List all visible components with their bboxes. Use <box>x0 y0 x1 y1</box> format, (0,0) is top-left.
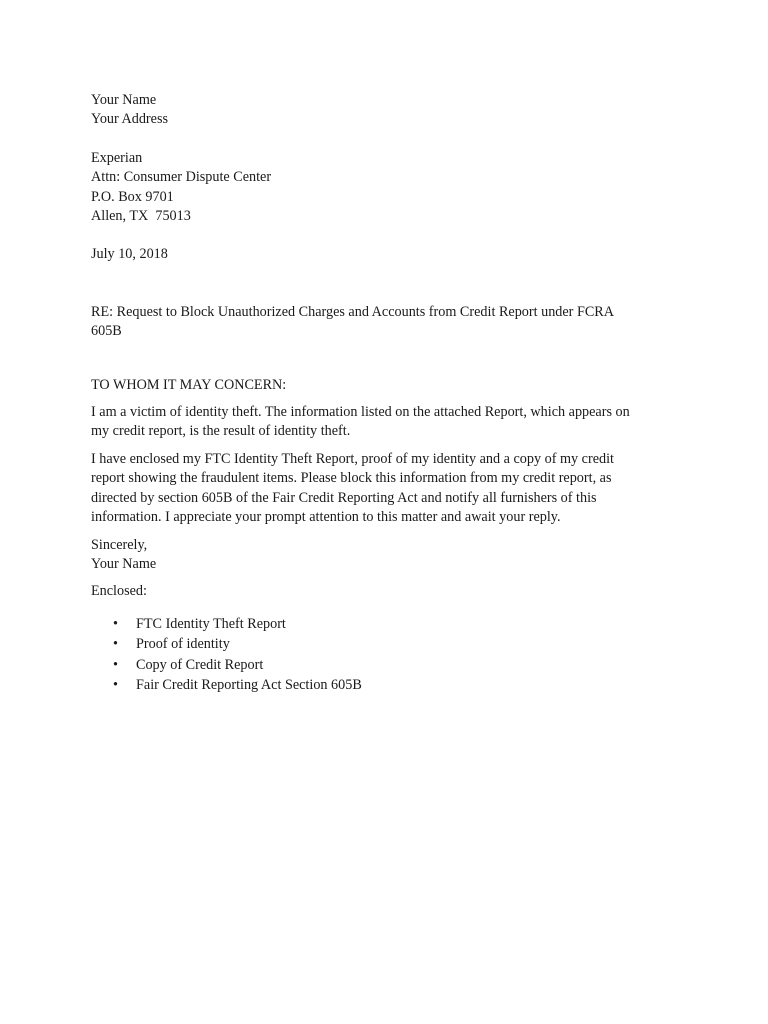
body-paragraph-1 <box>91 403 671 442</box>
enclosures-list <box>91 614 671 696</box>
subject-line <box>91 303 671 342</box>
bullet-icon: • <box>113 656 118 673</box>
enclosure-item-label: FTC Identity Theft Report <box>136 615 286 632</box>
recipient-block <box>91 149 671 227</box>
valediction: Sincerely, <box>91 536 148 553</box>
list-item <box>91 634 671 655</box>
paragraph-2-line-4: information. I appreciate your prompt attention to this matter and await your reply. <box>91 509 561 526</box>
enclosure-item-label: Copy of Credit Report <box>136 656 264 673</box>
salutation: TO WHOM IT MAY CONCERN: <box>91 376 287 393</box>
bullet-icon: • <box>113 615 118 632</box>
sender-address: Your Address <box>91 111 168 128</box>
letter-date: July 10, 2018 <box>91 246 168 263</box>
recipient-attn: Attn: Consumer Dispute Center <box>91 169 272 186</box>
subject-line-1: RE: Request to Block Unauthorized Charges and Accounts from Credit Report under FCRA <box>91 303 615 320</box>
recipient-company: Experian <box>91 149 143 166</box>
bullet-icon: • <box>113 636 118 653</box>
signature-name: Your Name <box>91 555 157 572</box>
paragraph-1-line-1: I am a victim of identity theft. The information listed on the attached Report, which appears on <box>91 404 630 421</box>
body-paragraph-2 <box>91 450 671 528</box>
paragraph-2-line-2: report showing the fraudulent items. Please block this information from my credit report, as <box>91 470 612 487</box>
recipient-po-box: P.O. Box 9701 <box>91 188 174 205</box>
enclosure-item-label: Proof of identity <box>136 636 230 653</box>
sender-block <box>91 91 671 130</box>
enclosures-label: Enclosed: <box>91 583 147 600</box>
sender-name: Your Name <box>91 92 157 108</box>
paragraph-2-line-1: I have enclosed my FTC Identity Theft Report, proof of my identity and a copy of my credit <box>91 450 614 467</box>
enclosure-item-label: Fair Credit Reporting Act Section 605B <box>136 677 362 694</box>
list-item <box>91 675 671 696</box>
paragraph-1-line-2: my credit report, is the result of identity theft. <box>91 423 351 440</box>
closing-block <box>91 536 671 575</box>
list-item <box>91 614 671 635</box>
subject-line-2: 605B <box>91 323 122 340</box>
recipient-city-state-zip: Allen, TX 75013 <box>91 208 191 225</box>
list-item <box>91 655 671 676</box>
paragraph-2-line-3: directed by section 605B of the Fair Credit Reporting Act and notify all furnishers of this <box>91 489 597 506</box>
bullet-icon: • <box>113 677 118 694</box>
letter-page <box>91 91 671 696</box>
